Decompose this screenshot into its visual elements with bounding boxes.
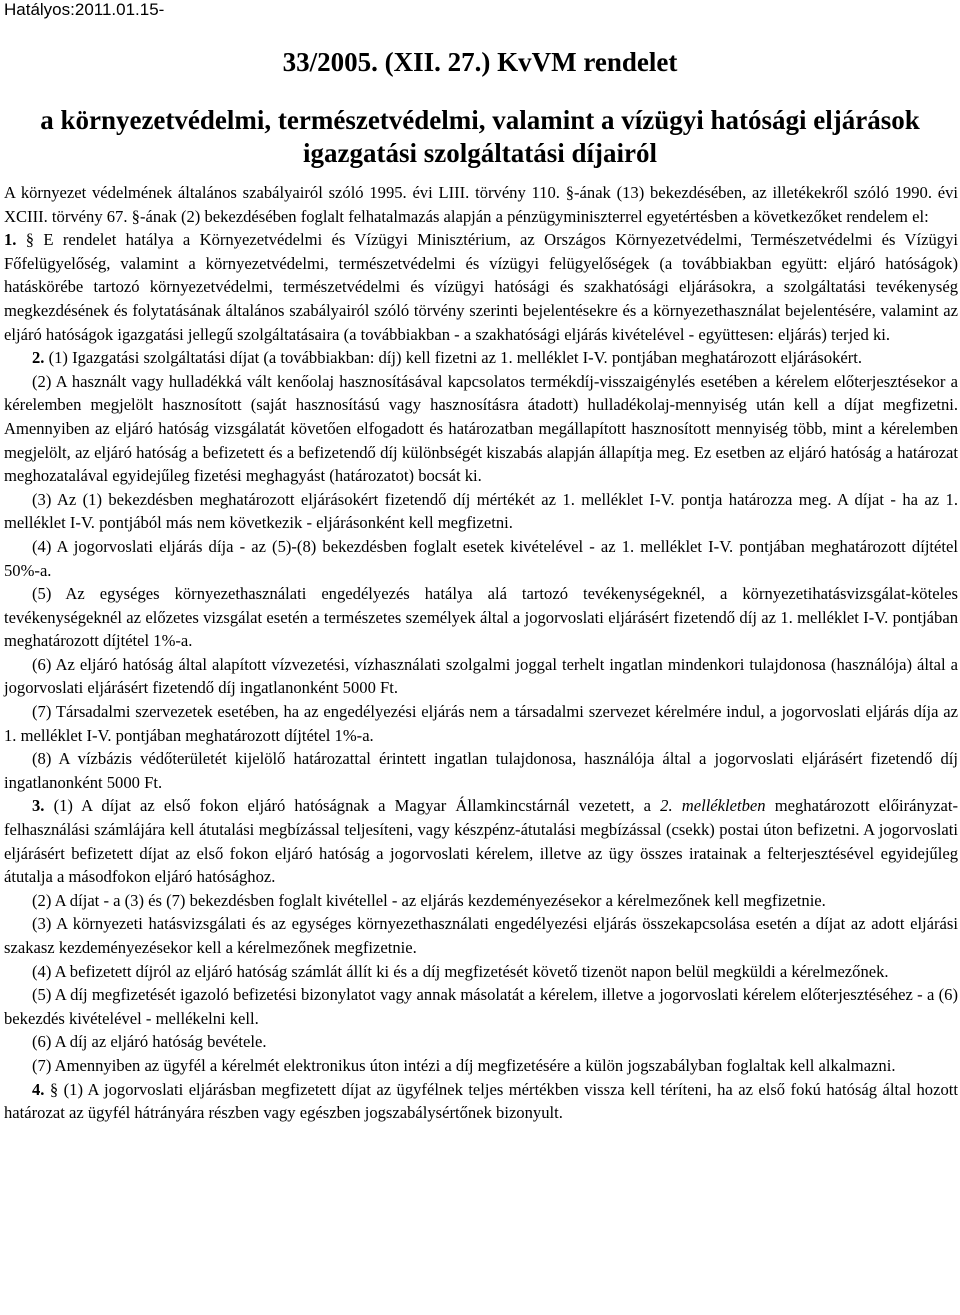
paragraph-text: § (1) A jogorvoslati eljárásban megfizetett díjat az ügyfélnek teljes mértékben vissza kell téríteni, ha az első fokú hatóság által hozott határozat az ügyfél hátrányára részben vagy egészben jogszabálysértőnek bizonyult.: [4, 1079, 958, 1123]
section-3-para-4: (4) A befizetett díjról az eljáró hatóság számlát állít ki és a díj megfizetését követő tizenöt napon belül megküldi a kérelmezőnek.: [32, 961, 889, 981]
section-2-para-6: (6) Az eljáró hatóság által alapított vízvezetési, vízhasználati szolgalmi joggal terhelt ingatlan mindenkori tulajdonosa (használója) által a jogorvoslati eljárásért fizetendő díj ingatlanonként 5000 Ft.: [4, 654, 958, 698]
section-4-para-1: [4, 1078, 958, 1125]
section-2-para-7: (7) Társadalmi szervezetek esetében, ha az engedélyezési eljárás nem a társadalmi szervezet kérelmére indul, a jogorvoslati eljárás díja az 1. melléklet I-V. pontjában meghatározott díjtétel 1%-a.: [4, 702, 958, 745]
section-2-para-5: (5) Az egységes környezethasználati engedélyezés hatálya alá tartozó tevékenységeknél, a környezetihatásvizsgálat-köteles tevékenységeknél az előzetes vizsgálat esetén a természetes személyek által a jogorvoslati eljárásért fizetendő díj az 1. melléklet I-V. pontjában meghatározott díjtétel 1%-a.: [4, 584, 958, 651]
section-2-para-3: (3) Az (1) bekezdésben meghatározott eljárásokért fizetendő díj mértékét az 1. melléklet I-V. pontja határozza meg. A díjat - ha az 1. melléklet I-V. pontjából más nem következik - eljárásonként kell megfizetni.: [4, 489, 958, 533]
section-3-para-1: [4, 794, 958, 888]
paragraph-text: (1) Igazgatási szolgáltatási díjat (a továbbiakban: díj) kell fizetni az 1. melléklet I-V. pontjában meghatározott eljárásokért.: [48, 348, 863, 368]
section-number: 1.: [4, 230, 17, 250]
section-number: 2.: [32, 348, 45, 368]
paragraph-text: (1) A díjat az első fokon eljáró hatóságnak a Magyar Államkincstárnál vezetett, a: [53, 796, 661, 816]
section-3-para-5: (5) A díj megfizetését igazoló befizetési bizonylatot vagy annak másolatát a kérelem, illetve a jogorvoslati kérelem előterjesztéséhez - a (6) bekezdés kivételével - mellékelni kell.: [4, 985, 958, 1028]
effective-date-header: Hatályos:2011.01.15-: [4, 0, 165, 19]
section-number: 3.: [32, 796, 45, 816]
section-1: [4, 228, 958, 346]
preamble: A környezet védelmének általános szabályairól szóló 1995. évi LIII. törvény 110. §-ának (13) bekezdésében, az illetékekről szóló 1990. évi XCIII. törvény 67. §-ának (2) bekezdésében foglalt felhatalmazás alapján a pénzügyminiszterrel egyetértésben a következőket rendelem el:: [4, 183, 958, 226]
section-2-para-8: (8) A vízbázis védőterületét kijelölő határozattal érintett ingatlan tulajdonosa, használója által a jogorvoslati eljárásért fizetendő díj ingatlanonként 5000 Ft.: [4, 749, 958, 792]
annex-reference: 2. mellékletben: [660, 796, 766, 816]
decree-subject-title-cont: igazgatási szolgáltatási díjairól: [303, 138, 657, 168]
paragraph-text-cont: meghatározott előirányzat-felhasználási számlájára kell átutalási megbízással teljesíteni, vagy készpénz-átutalási megbízással (csekk) postai úton befizetni. A jogorvoslati eljárásért befizetett díjat az első fokon eljáró hatóság a jogorvoslati kérelem, illetve az ügy összes iratainak a felterjesztésével egyidejűleg átutalja a másodfokon eljáró hatósághoz.: [4, 796, 958, 887]
section-text: § E rendelet hatálya a Környezetvédelmi és Vízügyi Minisztérium, az Országos Környezetvédelmi, Természetvédelmi és Vízügyi Főfelügyelőség, valamint a környezetvédelmi, természetvédelmi és vízügyi felügyelőségek (a továbbiakban együtt: eljáró hatóságok) hatáskörébe tartozó környezetvédelmi, természetvédelmi és vízügyi hatósági és szakhatósági eljárásokra, a szolgáltatási tevékenység megkezdésének és folytatásának általános szabályairól szóló törvény szerinti bejelentésekre és a környezethasználat bejelentésére, valamint az eljáró hatóságok igazgatási jellegű szolgáltatásaira (a továbbiakban - a szakhatósági eljárás kivételével - együttesen: eljárás) terjed ki.: [4, 230, 958, 344]
section-number: 4.: [32, 1079, 45, 1099]
section-2-para-1: [4, 346, 958, 370]
section-3-para-2: (2) A díjat - a (3) és (7) bekezdésben foglalt kivétellel - az eljárás kezdeményezésekor a kérelmezőnek kell megfizetnie.: [32, 890, 826, 910]
decree-subject-title: a környezetvédelmi, természetvédelmi, valamint a vízügyi hatósági eljárások: [40, 105, 920, 135]
section-3-para-3: (3) A környezeti hatásvizsgálati és az egységes környezethasználati engedélyezési eljárás összekapcsolása esetén a díjat az adott eljárási szakasz kezdeményezésekor kell a kérelmezőnek megfizetnie.: [4, 914, 958, 957]
decree-body: [4, 181, 958, 1125]
section-2-para-2: (2) A használt vagy hulladékká vált kenőolaj hasznosításával kapcsolatos termékdíj-visszaigénylés esetében a kérelem előterjesztésekor a kérelemben megjelölt hasznosított (saját hasznosítású vagy hasznosításra átadott) hulladékolaj-mennyiség után kell a díjat megfizetni. Amennyiben az eljáró hatóság vizsgálatát követően elfogadott és határozatban megállapított hasznosított mennyiség több, mint a kérelemben megjelölt, az eljáró hatóság a befizetett és a befizetendő díj különbségét kiszabás alapján állapítja meg. Ez esetben az eljáró hatóság a határozat meghozatalával egyidejűleg fizetési meghagyást (határozatot) bocsát ki.: [4, 371, 958, 486]
section-2-para-4: (4) A jogorvoslati eljárás díja - az (5)-(8) bekezdésben foglalt esetek kivételével - az 1. melléklet I-V. pontjában meghatározott díjtétel 50%-a.: [4, 536, 958, 580]
section-3-para-7: (7) Amennyiben az ügyfél a kérelmét elektronikus úton intézi a díj megfizetésére a külön jogszabályban foglaltak kell alkalmazni.: [32, 1055, 896, 1075]
decree-number-title: 33/2005. (XII. 27.) KvVM rendelet: [282, 47, 678, 77]
section-3-para-6: (6) A díj az eljáró hatóság bevétele.: [32, 1032, 267, 1052]
